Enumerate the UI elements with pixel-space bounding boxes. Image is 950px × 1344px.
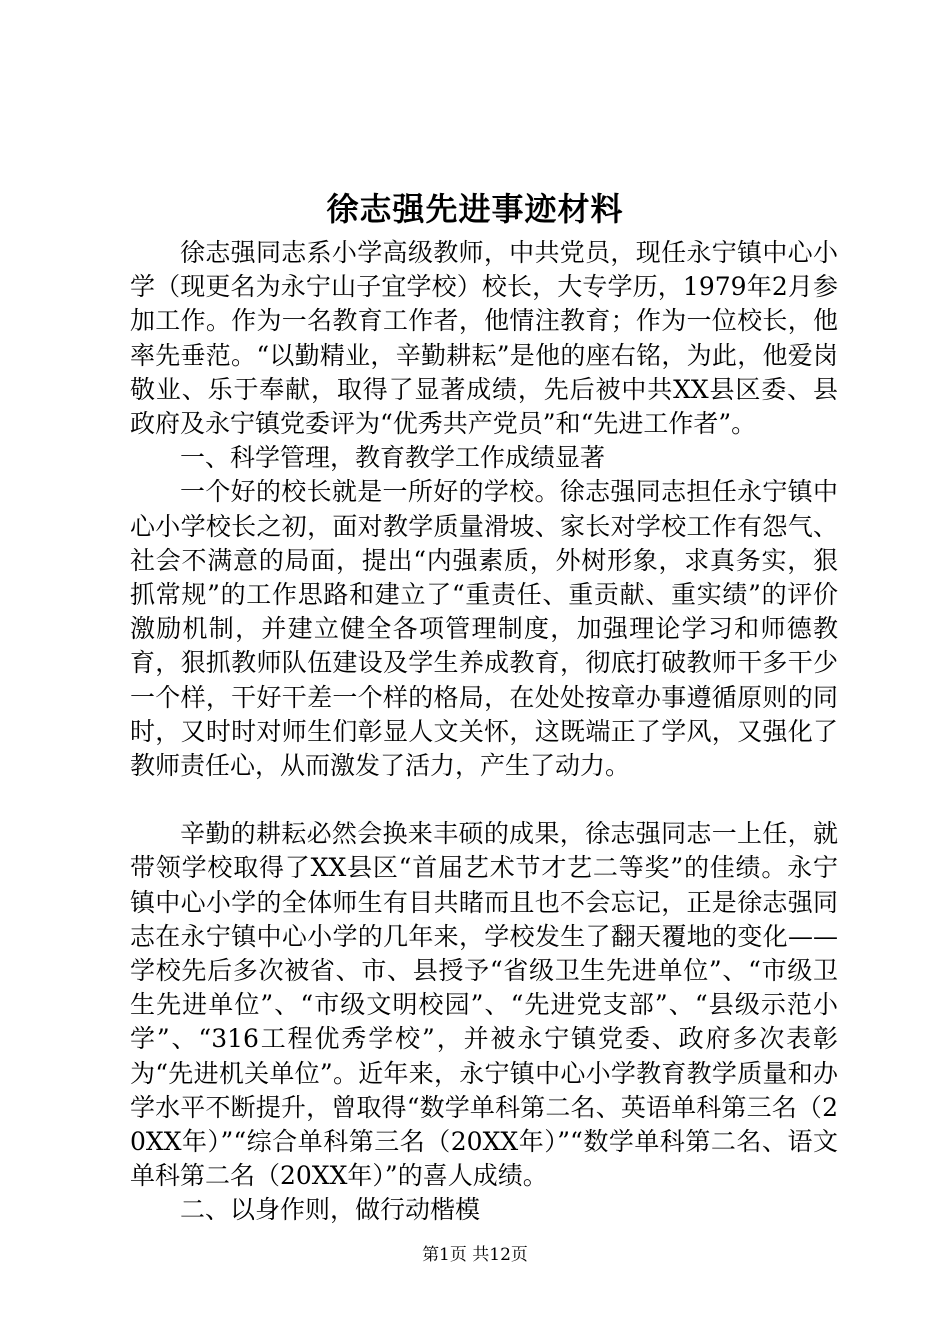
document-body: [130, 236, 838, 1228]
section-heading-1: 一、科学管理，教育教学工作成绩显著: [180, 443, 606, 473]
paragraph-achievements: 辛勤的耕耘必然会换来丰硕的成果，徐志强同志一上任，就带领学校取得了XX县区“首届艺术节才艺二等奖”的佳绩。永宁镇中心小学的全体师生有目共睹而且也不会忘记，正是徐志强同志在永宁镇中心小学的几年来，学校发生了翻天覆地的变化——学校先后多次被省、市、县授予“省级卫生先进单位”、“市级卫生先进单位”、“市级文明校园”、“先进党支部”、“县级示范小学”、“316工程优秀学校”，并被永宁镇党委、政府多次表彰为“先进机关单位”。近年来，永宁镇中心小学教育教学质量和办学水平不断提升，曾取得“数学单科第二名、英语单科第三名（20XX年）”“综合单科第三名（20XX年）”“数学单科第二名、语文单科第二名（20XX年）”的喜人成绩。: [130, 819, 838, 1191]
paragraph-intro: 徐志强同志系小学高级教师，中共党员，现任永宁镇中心小学（现更名为永宁山子宜学校）校长，大专学历，1979年2月参加工作。作为一名教育工作者，他情注教育；作为一位校长，他率先垂范。“以勤精业，辛勤耕耘”是他的座右铭，为此，他爱岗敬业、乐于奉献，取得了显著成绩，先后被中共XX县区委、县政府及永宁镇党委评为“优秀共产党员”和“先进工作者”。: [130, 238, 838, 439]
section-heading-2: 二、以身作则，做行动楷模: [180, 1195, 481, 1225]
document-title: 徐志强先进事迹材料: [326, 190, 624, 228]
paragraph-management: 一个好的校长就是一所好的学校。徐志强同志担任永宁镇中心小学校长之初，面对教学质量滑坡、家长对学校工作有怨气、社会不满意的局面，提出“内强素质，外树形象，求真务实，狠抓常规”的工作思路和建立了“重责任、重贡献、重实绩”的评价激励机制，并建立健全各项管理制度，加强理论学习和师德教育，狠抓教师队伍建设及学生养成教育，彻底打破教师干多干少一个样，干好干差一个样的格局，在处处按章办事遵循原则的同时，又时时对师生们彰显人文关怀，这既端正了学风，又强化了教师责任心，从而激发了活力，产生了动力。: [130, 477, 838, 781]
page-number-footer: 第1页 共12页: [422, 1245, 528, 1265]
paragraph-spacer: [130, 783, 838, 817]
